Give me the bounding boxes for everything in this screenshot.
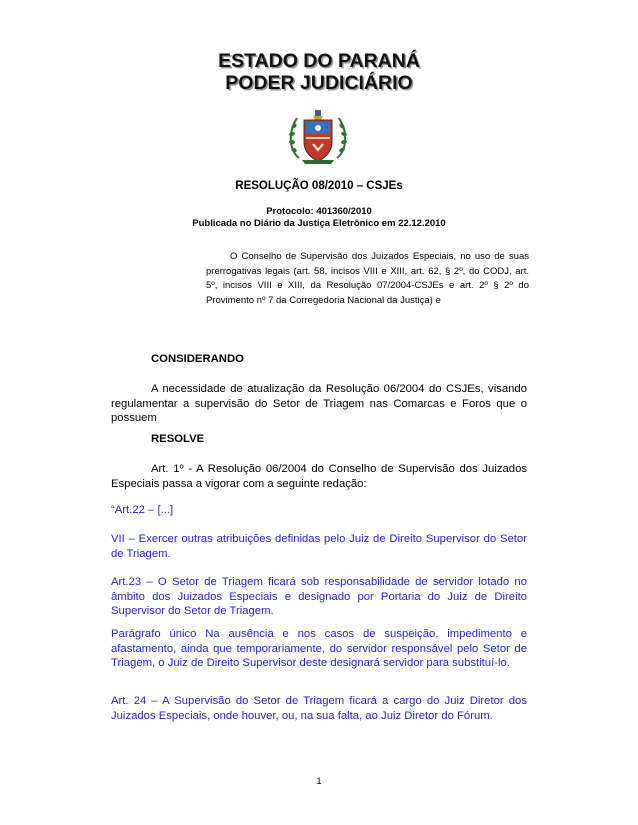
protocol-number: Protocolo: 401360/2010 [266, 206, 372, 217]
publication-note: Publicada no Diário da Justiça Eletrônico em 22.12.2010 [192, 218, 446, 229]
article-22-line: “Art.22 – [...] [111, 504, 174, 516]
resolve-heading: RESOLVE [151, 433, 205, 445]
page-number: 1 [316, 776, 322, 786]
header-judiciary: PODER JUDICIÁRIO [225, 72, 413, 94]
coat-of-arms-icon [285, 108, 351, 166]
considerando-heading: CONSIDERANDO [151, 353, 244, 365]
resolution-title: RESOLUÇÃO 08/2010 – CSJEs [235, 180, 403, 192]
article-23-paragraph: Art.23 – O Setor de Triagem ficará sob responsabilidade de servidor lotado no âmbito dos Juizados Especiais e designado por Portaria do Juiz de Direito Supervisor do Setor de Triagem. [111, 576, 527, 617]
header-state: ESTADO DO PARANÁ [218, 50, 420, 72]
article-1-paragraph: Art. 1º - A Resolução 06/2004 do Conselho de Supervisão dos Juizados Especiais passa a vigorar com a seguinte redação: [111, 463, 527, 490]
preamble-paragraph: O Conselho de Supervisão dos Juizados Especiais, no uso de suas prerrogativas legais (art. 58, incisos VIII e XIII, art. 62, § 2º, do CODJ, art. 5º, incisos VIII e XIII, da Resolução 07/2004-CSJEs e art. 2º § 2º do Provimento nº 7 da Corregedoria Nacional da Justiça) e [206, 251, 529, 306]
considerando-paragraph: A necessidade de atualização da Resolução 06/2004 do CSJEs, visando regulamentar a supervisão do Setor de Triagem nas Comarcas e Foros que o possuem [111, 383, 527, 424]
sole-paragraph: Parágrafo único Na ausência e nos casos de suspeição, impedimento e afastamento, ainda que temporariamente, do servidor responsável pelo Setor de Triagem, o Juiz de Direito Supervisor deste designará servidor para substituí-lo. [111, 628, 527, 669]
article-24-paragraph: Art. 24 – A Supervisão do Setor de Triagem ficará a cargo do Juiz Diretor dos Juizados Especiais, onde houver, ou, na sua falta, ao Juiz Diretor do Fórum. [111, 695, 527, 722]
item-vii-paragraph: VII – Exercer outras atribuições definidas pelo Juiz de Direito Supervisor do Setor de Triagem. [111, 533, 527, 560]
